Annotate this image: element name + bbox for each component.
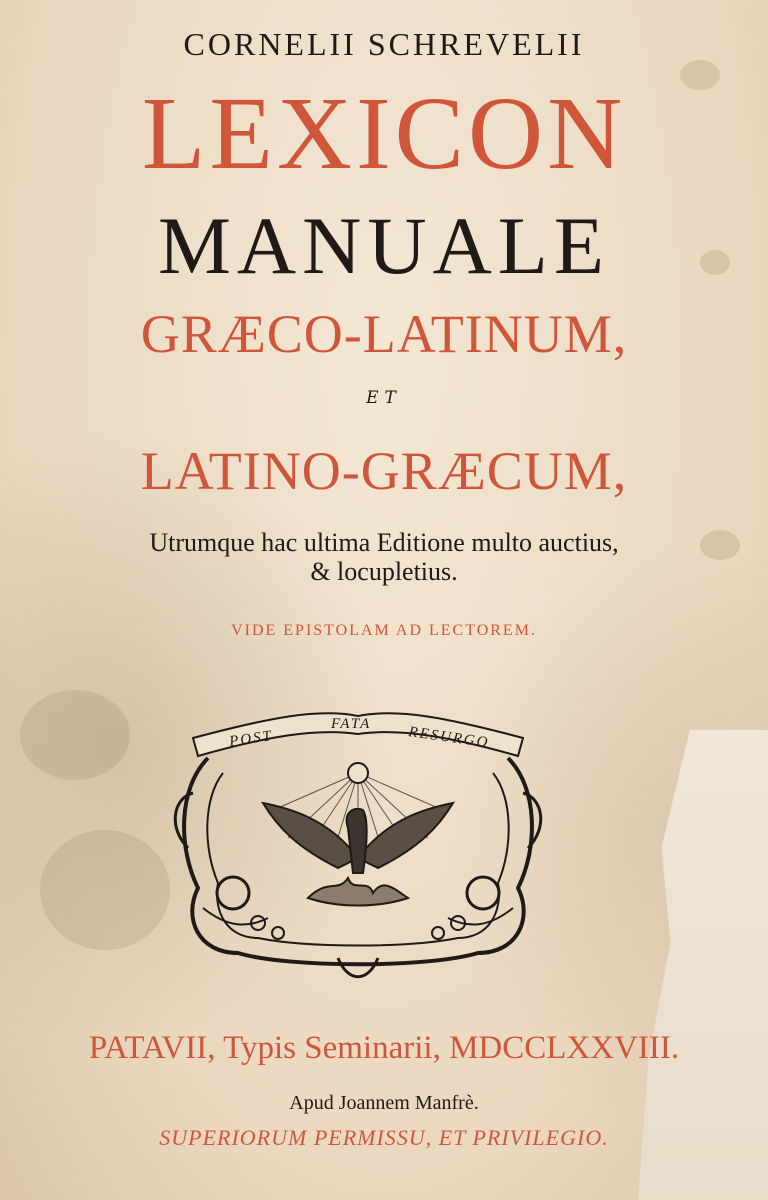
book-title: LEXICON (141, 76, 627, 191)
emblem-motto-center: FATA (331, 716, 372, 732)
privilege-line: SUPERIORUM PERMISSU, ET PRIVILEGIO. (159, 1125, 609, 1150)
phoenix-emblem-icon (168, 698, 548, 988)
printer-line: Apud Joannem Manfrè. (289, 1092, 479, 1114)
emblem-motto-left: POST (228, 728, 274, 750)
description-line-2: & locupletius. (310, 557, 458, 586)
paper-stain (40, 830, 170, 950)
note-to-reader: VIDE EPISTOLAM AD LECTOREM. (231, 622, 537, 639)
description-line-1: Utrumque hac ultima Editione multo auctius, (149, 528, 619, 557)
author-name: CORNELII SCHREVELII (183, 26, 585, 62)
title-line-graeco-latinum: GRÆCO-LATINUM, (140, 304, 628, 364)
paper-stain (20, 690, 130, 780)
emblem-motto-right: RESURGO (407, 724, 491, 752)
title-line-latino-graecum: LATINO-GRÆCUM, (140, 441, 628, 501)
imprint-line: PATAVII, Typis Seminarii, MDCCLXXVIII. (88, 1030, 680, 1066)
title-conjunction: ET (366, 388, 402, 408)
book-subtitle: MANUALE (158, 200, 610, 291)
